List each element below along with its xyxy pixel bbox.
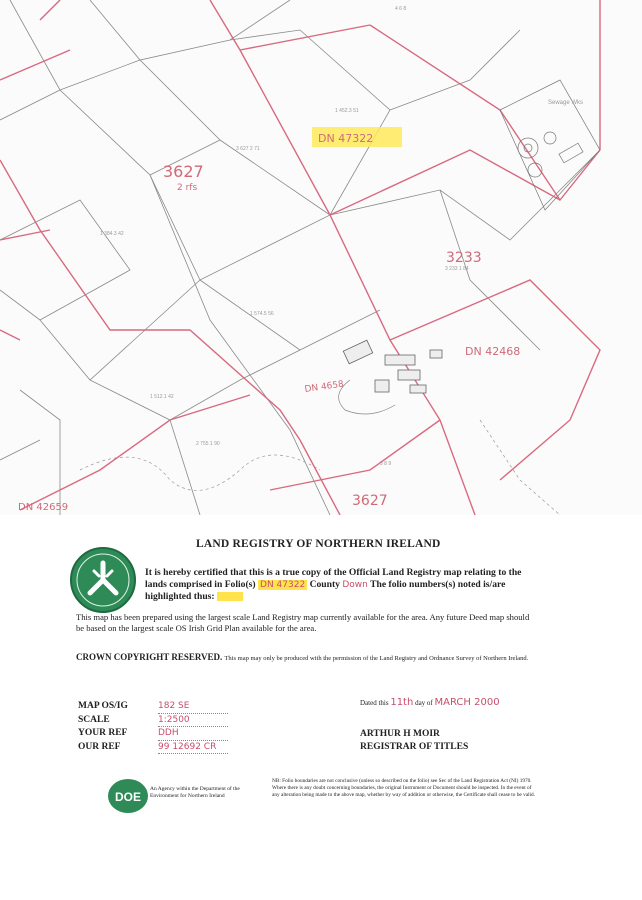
parcel-number: 1 574.5 56 (250, 311, 274, 317)
ref-row (78, 700, 228, 714)
ref-row (78, 727, 228, 741)
map-folio-right: DN 42468 (465, 345, 521, 358)
highlight-swatch (217, 592, 243, 601)
ref-value: 99 12692 CR (158, 741, 228, 755)
parcel-number: 4 6 8 (395, 6, 407, 12)
doe-logo-text: DOE (114, 790, 142, 804)
parcel-number: 1 452.3 51 (335, 108, 359, 114)
ref-value: 182 SE (158, 700, 228, 714)
dated-day: 11th (390, 697, 414, 708)
map-parcel-b: 3233 (446, 250, 482, 266)
parcel-number: 3 233 1 84 (445, 266, 469, 272)
registrar-signature-block (360, 728, 468, 753)
reference-block (78, 700, 228, 754)
map-parcel-a: 3627 (163, 162, 204, 181)
certificate-title: LAND REGISTRY OF NORTHERN IRELAND (196, 538, 441, 550)
map-folio-center: DN 4658 (304, 379, 345, 395)
map-parcel-bottom: 3627 (352, 493, 388, 509)
dated-line (360, 697, 500, 708)
county-value: Down (342, 580, 368, 590)
land-registry-logo-icon (70, 547, 136, 613)
parcel-number: 1 512.1 42 (150, 394, 174, 400)
copyright-text: This map may only be produced with the permission of the Land Registry and Ordnance Survey of Northern Ireland. (224, 655, 529, 662)
ref-label: YOUR REF (78, 728, 128, 738)
certification-statement (145, 567, 545, 603)
sewage-works-label: Sewage Wks (548, 100, 584, 106)
parcel-number: 3 627 2 71 (236, 146, 260, 152)
certificate-panel (0, 515, 642, 900)
day-of-label: day of (415, 699, 433, 707)
county-label: County (309, 579, 340, 590)
boundary-note: NB: Folio boundaries are not conclusive (unless so described on the folio) see Sec of the Land Registration Act (NI) 1970. Where there is any doubt concerning boundaries, the original Instrument or Document should be inspected. In the event of any alteration being made to the above map, whether by way of addition or otherwise, the Certificate shall cease to be valid. (272, 778, 535, 798)
doe-logo-icon (108, 779, 148, 813)
copyright-title: CROWN COPYRIGHT RESERVED. (76, 652, 223, 662)
ref-label: OUR REF (78, 741, 121, 752)
folio-number: DN 47322 (260, 580, 306, 590)
dated-month: MARCH 2000 (434, 697, 500, 708)
ref-value: DDH (158, 727, 228, 741)
map-parcel-a-sub: 2 rfs (177, 183, 198, 193)
map-folio-top: DN 47322 (318, 132, 374, 145)
certification-text: It is hereby certified that this is a true copy of the Official Land Registry map relating to the lands comprised in Folio(s) (145, 567, 522, 590)
agency-text: An Agency within the Department of the Environment for Northern Ireland (150, 786, 240, 799)
map-folio-bottom-left: DN 42659 (18, 502, 69, 513)
ref-label: SCALE (78, 714, 110, 725)
ref-row (78, 741, 228, 755)
ref-label: MAP OS/IG (78, 701, 128, 711)
ref-row (78, 714, 228, 728)
dated-label: Dated this (360, 699, 389, 707)
registrar-name: ARTHUR H MOIR (360, 729, 440, 739)
highlight-note: The folio numbers(s) noted is/are highlighted thus: (145, 579, 506, 602)
parcel-number: 1 384.3 42 (100, 231, 124, 237)
registrar-title: REGISTRAR OF TITLES (360, 741, 469, 752)
ref-value: 1:2500 (158, 714, 228, 728)
parcel-number: 2 755 1 90 (196, 441, 220, 447)
parcel-number: 3 8 9 (380, 461, 392, 467)
map-preparation-note: This map has been prepared using the largest scale Land Registry map currently available for the area. Any future Deed map should be based on the largest scale OS Irish Grid Plan available for the area. (76, 612, 530, 633)
crown-copyright (76, 652, 536, 664)
